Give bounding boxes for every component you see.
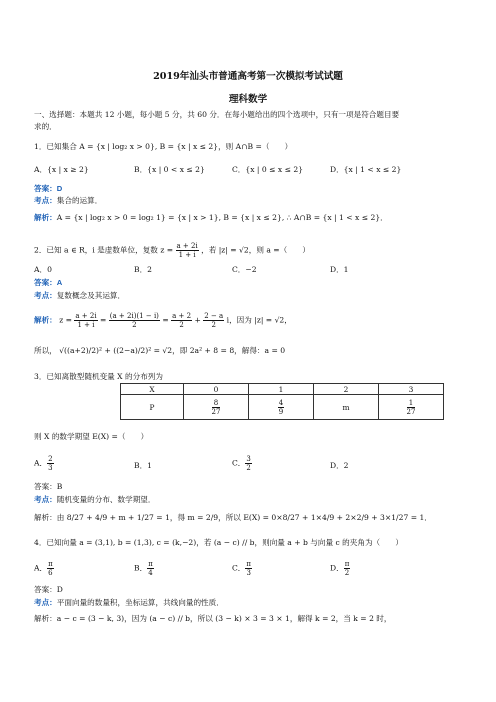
numerator: 3: [246, 455, 251, 463]
table-cell: [249, 395, 314, 420]
table-cell: 0: [184, 384, 249, 395]
jiexi-label: 解析：: [34, 315, 57, 325]
denominator: 2: [132, 321, 137, 329]
kaodian-text: 复数概念及其运算．: [56, 291, 126, 300]
numerator: π: [246, 560, 252, 568]
denominator: 3: [48, 464, 53, 472]
q2-option-c: C．−2: [232, 265, 257, 274]
q2-jiexi-line2: [34, 346, 285, 356]
section-intro-cont: 求的．: [34, 122, 57, 131]
answer-label: 答案：: [34, 184, 57, 193]
numerator: π: [48, 560, 53, 568]
option-frac: [245, 455, 251, 472]
denominator: 1 + i: [178, 251, 196, 259]
line2-equation: √((a+2)/2)² + ((2−a)/2)² = √2，即 2a² + 8 = 8，解得：a = 0: [59, 346, 286, 355]
option-letter: B．: [134, 563, 148, 573]
q1-stem: 1．已知集合 A = {x | log₂ x > 0}, B = {x | x ≤ 2}，则 A∩B =（ ）: [34, 142, 293, 151]
numerator: 4: [278, 398, 284, 407]
q1-kaodian: [34, 196, 102, 206]
option-frac: [344, 560, 351, 577]
denominator: 2: [211, 321, 216, 329]
q1-jiexi: [34, 213, 388, 223]
numerator: a + 2: [172, 312, 192, 320]
q4-stem: 4．已知向量 a = (3,1), b = (1,3), c = (k,−2)，若 (a − c) // b，则向量 a + b 与向量 c 的夹角为（ ）: [34, 538, 403, 547]
q3-jiexi: [34, 513, 432, 523]
q1-option-c: C．{x | 0 ≤ x ≤ 2}: [232, 165, 304, 174]
jiexi-frac-3: [171, 312, 192, 329]
jiexi-text: A = {x | log₂ x > 0 = log₂ 1} = {x | x > 1}, B = {x | x ≤ 2}, ∴ A∩B = {x | 1 < x ≤ 2}．: [56, 213, 388, 222]
prob-frac: [407, 399, 416, 416]
answer-label: 答案：: [34, 585, 57, 594]
numerator: 2 − a: [204, 312, 224, 320]
table-cell: X: [121, 384, 184, 395]
answer-value: A: [56, 278, 63, 287]
kaodian-label: 考点：: [34, 196, 57, 205]
jiexi-text: a − c = (3 − k, 3)，因为 (a − c) // b，所以 (3 − k) × 3 = 3 × 1，解得 k = 2，当 k = 2 时，: [56, 614, 392, 623]
denominator: 27: [406, 407, 416, 416]
numerator: a + 2i: [75, 312, 97, 320]
q2-kaodian: [34, 291, 125, 301]
option-letter: D．: [330, 563, 344, 573]
numerator: π: [148, 560, 153, 568]
table-cell: m: [314, 395, 379, 420]
q3-answer: [34, 482, 62, 492]
option-frac: [47, 560, 54, 577]
q4-option-d: [330, 560, 350, 577]
jiexi-frac-4: [203, 312, 224, 329]
answer-value: D: [56, 184, 63, 193]
q3-option-a: [34, 455, 54, 472]
q2-option-d: D．1: [330, 265, 349, 274]
q3-ask: 则 X 的数学期望 E(X) =（ ）: [34, 432, 149, 441]
answer-label: 答案：: [34, 278, 57, 287]
q2-jiexi: 解析： z = $\frac{a + 2i}{1 + i}$ = $\frac{(a + 2i)(1 - i)}{2}$ = $\frac{a + 2}{2}$ + $\frac{2 - a}{2}$ i，因为 |z| = √2，: [34, 312, 292, 329]
q3-option-b: B．1: [134, 461, 153, 470]
numerator: 8: [212, 399, 221, 408]
kaodian-label: 考点：: [34, 495, 57, 504]
section-intro: 一、选择题：本题共 12 小题，每小题 5 分，共 60 分．在每小题给出的四个选项中，只有一项是符合题目要: [34, 110, 400, 119]
kaodian-text: 随机变量的分布、数学期望．: [56, 495, 156, 504]
table-cell: 2: [314, 384, 379, 395]
jiexi-label: 解析：: [34, 513, 57, 522]
kaodian-label: 考点：: [34, 598, 57, 607]
option-frac: [245, 560, 252, 577]
kaodian-text: 平面向量的数量积，坐标运算，共线向量的性质．: [56, 598, 224, 607]
option-letter: C．: [232, 563, 246, 573]
answer-value: B: [56, 482, 63, 491]
q2-answer: [34, 278, 62, 288]
q4-kaodian: [34, 598, 224, 608]
denominator: 3: [246, 569, 251, 577]
answer-value: D: [56, 585, 63, 594]
q2-stem: [34, 242, 310, 259]
denominator: 4: [148, 569, 153, 577]
jiexi-lhs: z =: [59, 315, 72, 325]
prob-frac: [278, 399, 284, 416]
jiexi-text: 由 8/27 + 4/9 + m + 1/27 = 1，得 m = 2/9，所以 E(X) = 0×8/27 + 1×4/9 + 2×2/9 + 3×1/27 = 1．: [56, 513, 432, 522]
jiexi-frac-1: [74, 312, 97, 329]
table-cell: P: [121, 395, 184, 420]
option-letter: C．: [232, 458, 246, 468]
q2-option-b: B．2: [134, 265, 153, 274]
q2-stem-b: ，若 |z| = √2，则 a =（ ）: [201, 245, 310, 255]
denominator: 6: [48, 569, 53, 577]
kaodian-text: 集合的运算．: [56, 196, 103, 205]
option-letter: A．: [34, 563, 48, 573]
jiexi-frac-2: [109, 312, 160, 329]
numerator: 2: [48, 455, 53, 463]
page-subtitle: 理科数学: [228, 94, 268, 105]
table-row: [121, 395, 444, 420]
jiexi-label: 解析：: [34, 614, 57, 623]
denominator: 2: [179, 321, 184, 329]
denominator: 1 + i: [77, 321, 95, 329]
distribution-table: [120, 383, 444, 420]
q4-answer: [34, 585, 63, 595]
line2-prefix: 所以，: [34, 346, 57, 355]
jiexi-label: 解析：: [34, 213, 57, 222]
q1-option-d: D．{x | 1 < x ≤ 2}: [330, 165, 402, 174]
q2-fraction: [176, 242, 199, 259]
numerator: (a + 2i)(1 − i): [109, 312, 159, 320]
option-frac: [47, 455, 53, 472]
numerator: π: [344, 560, 350, 568]
table-cell: [184, 395, 249, 420]
table-row: [121, 384, 444, 395]
table-cell: 1: [249, 384, 314, 395]
answer-label: 答案：: [34, 482, 57, 491]
q1-option-a: A．{x | x ≥ 2}: [34, 165, 89, 174]
q4-option-b: [134, 560, 154, 577]
q1-answer: [34, 184, 62, 194]
jiexi-tail: i，因为 |z| = √2，: [226, 315, 292, 325]
q3-option-c: [232, 455, 252, 472]
q4-jiexi: [34, 614, 392, 624]
q4-option-c: [232, 560, 252, 577]
q4-option-a: [34, 560, 54, 577]
denominator: 2: [246, 464, 251, 472]
denominator: 27: [211, 407, 221, 416]
kaodian-label: 考点：: [34, 291, 57, 300]
table-cell: [379, 395, 444, 420]
table-cell: 3: [379, 384, 444, 395]
q3-option-d: D．2: [330, 461, 349, 470]
numerator: a + 2i: [176, 242, 198, 250]
option-letter: A．: [34, 458, 48, 468]
q1-option-b: B．{x | 0 < x ≤ 2}: [134, 165, 205, 174]
q3-kaodian: [34, 495, 156, 505]
option-frac: [147, 560, 154, 577]
q2-option-a: A．0: [34, 265, 52, 274]
q3-stem: 3．已知离散型随机变量 X 的分布列为: [34, 372, 163, 381]
denominator: 9: [278, 407, 284, 416]
q2-stem-a: 2．已知 a ∈ R，i 是虚数单位，复数 z =: [34, 245, 174, 255]
page-title: 2019年汕头市普通高考第一次模拟考试试题: [153, 71, 343, 82]
denominator: 2: [344, 569, 350, 577]
prob-frac: [212, 399, 221, 416]
numerator: 1: [407, 399, 416, 408]
